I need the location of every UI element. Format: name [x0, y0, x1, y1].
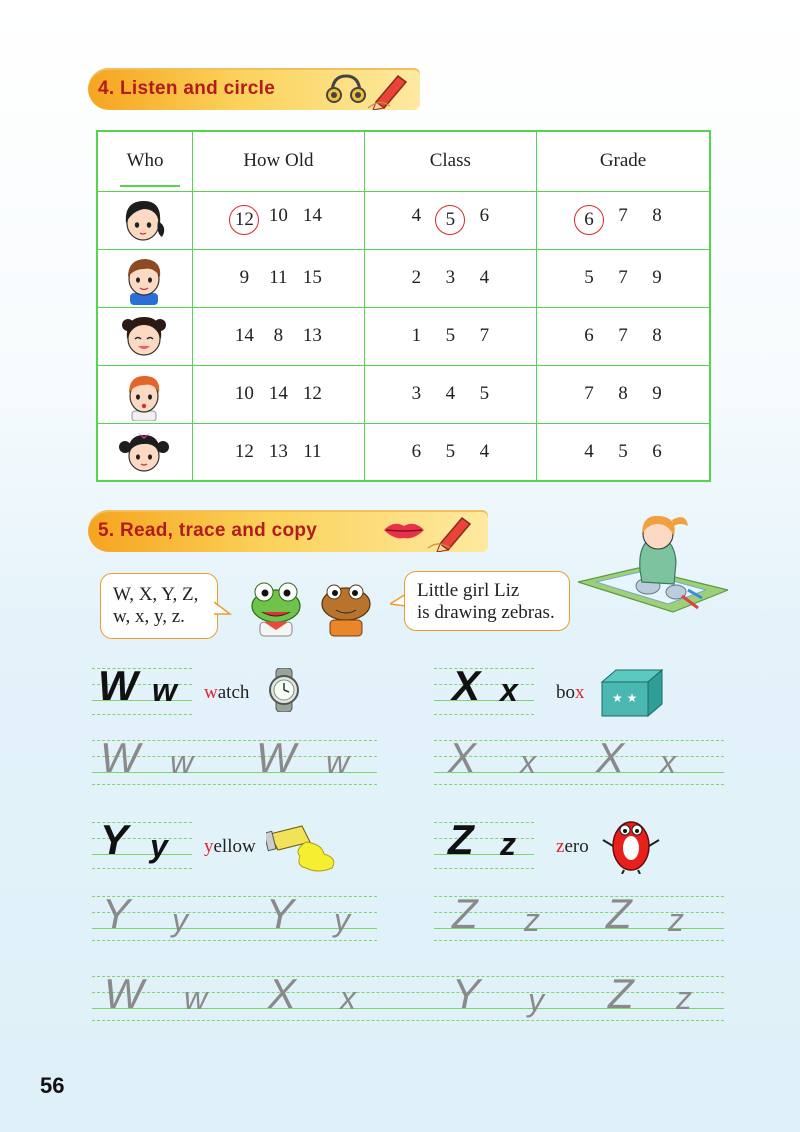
class-option[interactable]: 4 — [479, 440, 490, 462]
copy-z-lower: z — [676, 980, 692, 1016]
pencil-icon — [428, 518, 470, 552]
zero-character-icon — [600, 816, 662, 874]
boy-brown-hair-avatar — [116, 251, 174, 305]
paint-tube-icon — [266, 820, 340, 874]
grade-option[interactable]: 7 — [618, 325, 628, 346]
watch-icon — [264, 668, 306, 712]
trace-y-upper: Y — [102, 890, 131, 937]
grade-option[interactable]: 9 — [652, 383, 662, 404]
table-row — [97, 191, 710, 249]
letter-w-upper-model: W — [98, 662, 138, 709]
lips-icon — [384, 524, 424, 539]
grade-option[interactable]: 9 — [652, 267, 662, 288]
grade-option[interactable]: 6 — [652, 440, 662, 462]
class-option-circled[interactable]: 5 — [435, 205, 465, 235]
trace-z-lower: z — [668, 902, 684, 938]
age-option[interactable]: 14 — [268, 383, 288, 404]
table-row — [97, 249, 710, 307]
class-option[interactable]: 6 — [479, 205, 490, 226]
grade-options — [537, 267, 709, 289]
boy-red-hair-avatar — [116, 367, 174, 421]
girl-black-hair-avatar — [116, 193, 174, 247]
page-number: 56 — [40, 1073, 65, 1098]
letter-x-upper-model: X — [452, 662, 481, 709]
table-row — [97, 423, 710, 481]
guide-lines-x-model — [434, 668, 534, 718]
age-option[interactable]: 14 — [234, 325, 254, 346]
trace-z-upper: Z — [606, 890, 632, 937]
toad-icon — [322, 585, 370, 636]
section-5-banner — [88, 510, 488, 552]
class-option[interactable]: 4 — [479, 267, 490, 288]
grade-options — [537, 205, 709, 235]
letter-w-lower-model: w — [152, 672, 177, 708]
class-option[interactable]: 6 — [411, 440, 422, 462]
listen-circle-table — [96, 130, 711, 482]
class-option[interactable]: 3 — [445, 267, 456, 288]
table-header-row — [97, 131, 710, 191]
trace-y-upper: Y — [266, 890, 295, 937]
guide-lines-x-practice — [434, 740, 724, 786]
age-option[interactable]: 10 — [234, 383, 254, 404]
class-option[interactable]: 4 — [411, 205, 422, 226]
speech-bubble-liz: Little girl Liz is drawing zebras. — [404, 571, 570, 631]
age-option[interactable]: 13 — [302, 325, 322, 346]
header-how-old: How Old — [193, 131, 364, 191]
grade-option[interactable]: 7 — [584, 383, 594, 404]
letter-z-lower-model: z — [500, 826, 516, 862]
header-who: Who — [97, 131, 193, 191]
age-option[interactable]: 12 — [302, 383, 322, 404]
age-option[interactable]: 12 — [234, 440, 254, 462]
table-row — [97, 365, 710, 423]
age-options — [193, 205, 363, 235]
section-4-icons — [324, 68, 416, 110]
class-option[interactable]: 5 — [479, 383, 490, 404]
word-yellow: yellow — [204, 836, 256, 857]
copy-w-lower: w — [184, 980, 208, 1016]
age-options — [193, 441, 363, 463]
who-cell — [97, 249, 193, 307]
class-option[interactable]: 5 — [445, 440, 456, 462]
grade-option[interactable]: 4 — [584, 440, 594, 462]
grade-option[interactable]: 7 — [618, 267, 628, 288]
class-options — [365, 383, 536, 405]
frog-icon — [252, 583, 300, 636]
frog-and-toad-illustration — [236, 578, 396, 640]
class-options — [365, 441, 536, 463]
class-options — [365, 205, 536, 235]
class-option[interactable]: 5 — [445, 325, 456, 346]
age-option[interactable]: 13 — [268, 440, 288, 462]
header-class: Class — [364, 131, 536, 191]
grade-options — [537, 383, 709, 405]
age-option[interactable]: 11 — [269, 267, 288, 288]
letter-z-upper-model: Z — [448, 816, 474, 863]
box-icon — [598, 666, 666, 718]
trace-w-lower: w — [170, 744, 194, 780]
age-option[interactable]: 10 — [268, 205, 288, 226]
word-watch: watch — [204, 682, 250, 703]
letter-x-lower-model: x — [500, 672, 518, 708]
who-cell — [97, 191, 193, 249]
class-option[interactable]: 2 — [411, 267, 422, 288]
copy-y-upper: Y — [452, 970, 481, 1017]
age-option[interactable]: 11 — [303, 440, 322, 462]
grade-option-circled[interactable]: 6 — [574, 205, 604, 235]
girl-smiling-avatar — [116, 309, 174, 363]
copy-x-lower: x — [340, 980, 356, 1016]
grade-option[interactable]: 8 — [652, 325, 662, 346]
class-option[interactable]: 1 — [411, 325, 422, 346]
header-grade: Grade — [537, 131, 710, 191]
copy-w-upper: W — [104, 970, 144, 1017]
headphones-icon — [327, 76, 365, 102]
trace-y-lower: y — [172, 902, 188, 938]
age-options — [193, 325, 363, 347]
class-option[interactable]: 4 — [445, 383, 456, 404]
word-box: box — [556, 682, 585, 703]
class-options — [365, 325, 536, 347]
section-5-title: 5. Read, trace and copy — [98, 520, 318, 541]
word-zero: zero — [556, 836, 589, 857]
class-options — [365, 267, 536, 289]
letter-y-upper-model: Y — [100, 816, 129, 863]
grade-option[interactable]: 5 — [618, 440, 628, 462]
girl-pigtails-avatar — [116, 425, 174, 479]
who-cell — [97, 365, 193, 423]
trace-x-upper: X — [448, 734, 477, 781]
bubble-tail-left — [214, 600, 232, 620]
section-4-title: 4. Listen and circle — [98, 78, 276, 99]
grade-option[interactable]: 6 — [584, 325, 594, 346]
trace-z-upper: Z — [452, 890, 478, 937]
trace-w-upper: W — [100, 734, 140, 781]
grade-option[interactable]: 8 — [618, 383, 628, 404]
who-cell — [97, 423, 193, 481]
grade-options — [537, 325, 709, 347]
age-option[interactable]: 15 — [302, 267, 322, 288]
class-option[interactable]: 3 — [411, 383, 422, 404]
age-options — [193, 267, 363, 289]
svg-text:★ ★: ★ ★ — [612, 691, 638, 705]
who-cell — [97, 307, 193, 365]
grade-option[interactable]: 5 — [584, 267, 594, 288]
section-4-banner — [88, 68, 420, 110]
age-options — [193, 383, 363, 405]
trace-x-lower: x — [660, 744, 676, 780]
grade-options — [537, 441, 709, 463]
girl-drawing-illustration — [578, 512, 728, 622]
speech-bubble-letters: W, X, Y, Z, w, x, y, z. — [100, 573, 218, 639]
trace-w-lower: w — [326, 744, 350, 780]
trace-w-upper: W — [256, 734, 296, 781]
section-5-icons — [378, 510, 482, 552]
copy-x-upper: X — [268, 970, 297, 1017]
trace-x-upper: X — [596, 734, 625, 781]
copy-y-lower: y — [528, 982, 544, 1018]
trace-z-lower: z — [524, 902, 540, 938]
class-option[interactable]: 7 — [479, 325, 490, 346]
copy-z-upper: Z — [608, 970, 634, 1017]
table-row — [97, 307, 710, 365]
age-option-circled[interactable]: 12 — [229, 205, 259, 235]
grade-option[interactable]: 7 — [618, 205, 628, 226]
age-option[interactable]: 9 — [239, 267, 250, 288]
age-option[interactable]: 8 — [273, 325, 284, 346]
trace-x-lower: x — [520, 744, 536, 780]
grade-option[interactable]: 8 — [652, 205, 662, 226]
age-option[interactable]: 14 — [302, 205, 322, 226]
trace-y-lower: y — [334, 902, 350, 938]
pencil-icon — [368, 76, 406, 110]
letter-y-lower-model: y — [150, 828, 168, 864]
